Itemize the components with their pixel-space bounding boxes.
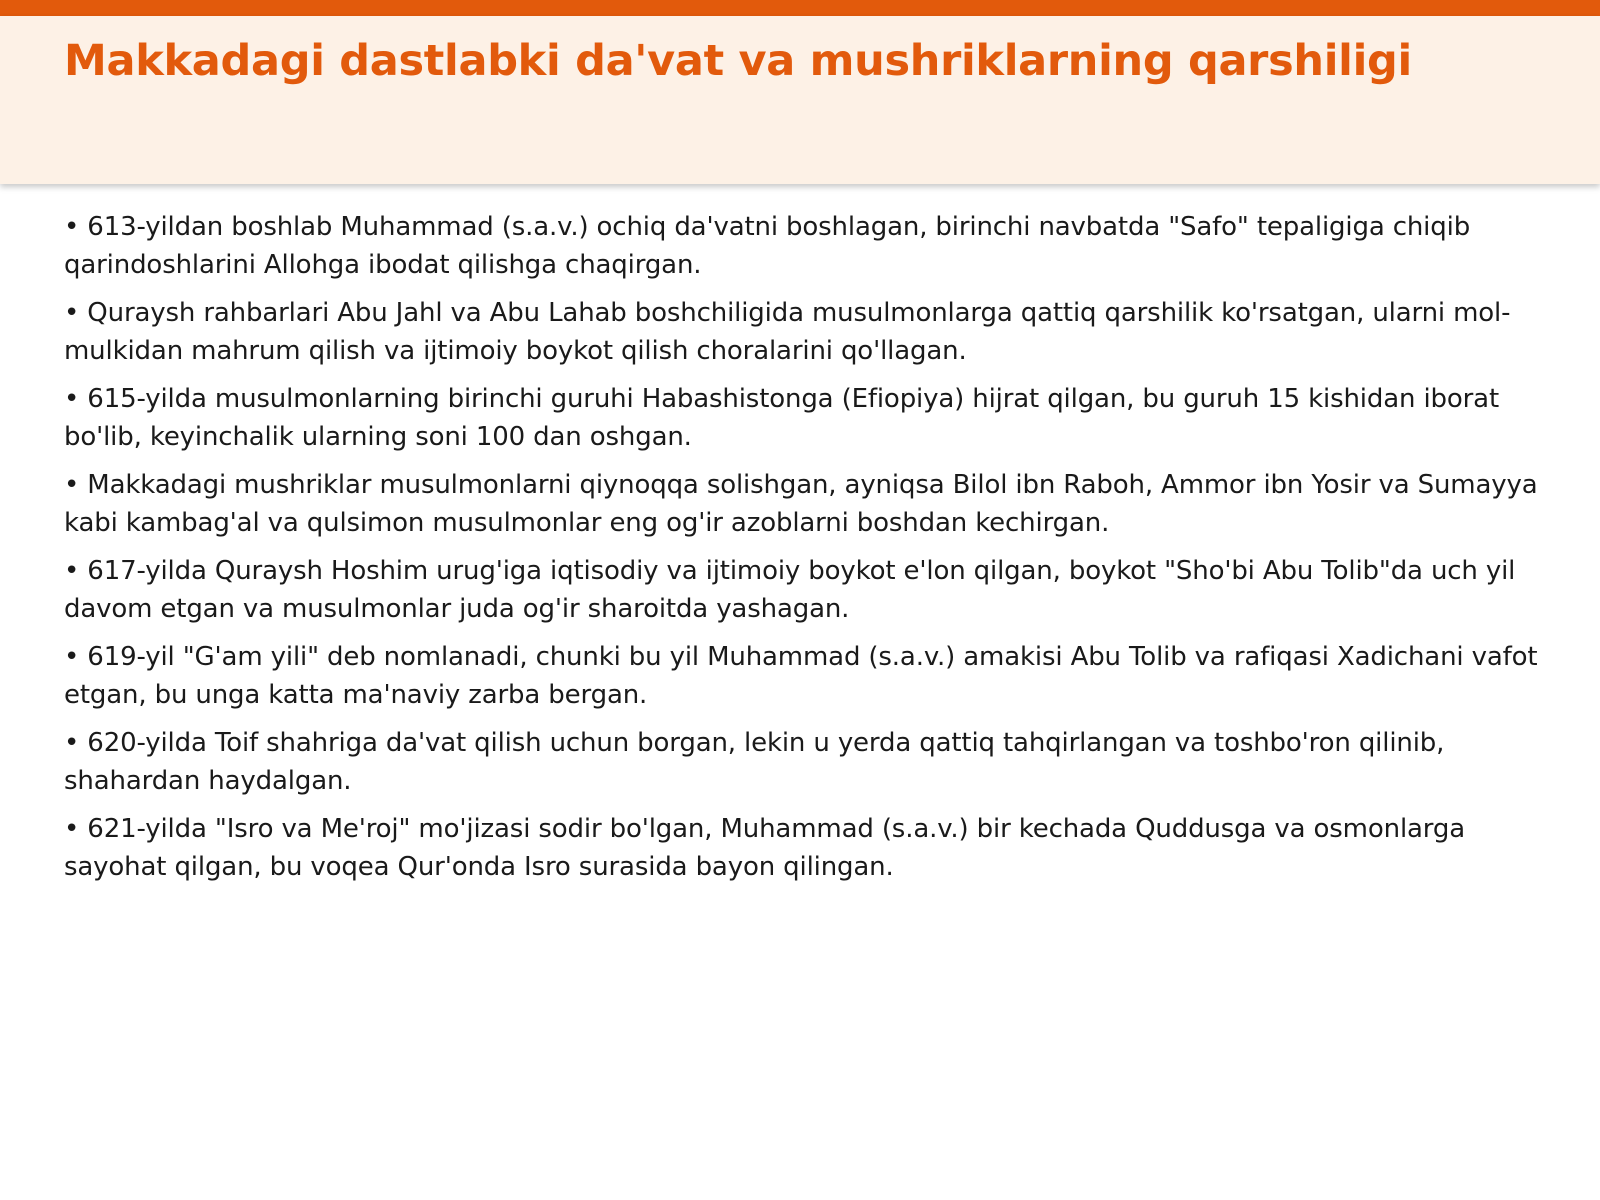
bullet-item: • 620-yilda Toif shahriga da'vat qilish uchun borgan, lekin u yerda qattiq tahqirlangan va toshbo'ron qilinib, shahardan haydalgan. [64, 728, 1445, 796]
bullet-item: • 619-yil "G'am yili" deb nomlanadi, chunki bu yil Muhammad (s.a.v.) amakisi Abu Tolib va rafiqasi Xadichani vafot etgan, bu unga katta ma'naviy zarba bergan. [64, 642, 1538, 710]
bullet-item: • Quraysh rahbarlari Abu Jahl va Abu Lahab boshchiligida musulmonlarga qattiq qarshilik ko'rsatgan, ularni mol-mulkidan mahrum qilish va ijtimoiy boykot qilish choralarini qo'llagan. [64, 298, 1511, 366]
bullet-item: • 621-yilda "Isro va Me'roj" mo'jizasi sodir bo'lgan, Muhammad (s.a.v.) bir kechada Quddusga va osmonlarga sayohat qilgan, bu voqea Qur'onda Isro surasida bayon qilingan. [64, 814, 1466, 882]
slide-header [0, 16, 1600, 184]
bullet-item: • Makkadagi mushriklar musulmonlarni qiynoqqa solishgan, ayniqsa Bilol ibn Raboh, Ammor ibn Yosir va Sumayya kabi kambag'al va qulsimon musulmonlar eng og'ir azoblarni boshdan kechirgan. [64, 470, 1538, 538]
accent-top-bar [0, 0, 1600, 16]
slide-title: Makkadagi dastlabki da'vat va mushriklarning qarshiligi [64, 36, 1412, 86]
bullet-item: • 617-yilda Quraysh Hoshim urug'iga iqtisodiy va ijtimoiy boykot e'lon qilgan, boykot "Sho'bi Abu Tolib"da uch yil davom etgan va musulmonlar juda og'ir sharoitda yashagan. [64, 556, 1516, 624]
bullet-list [64, 208, 1544, 896]
bullet-item: • 613-yildan boshlab Muhammad (s.a.v.) ochiq da'vatni boshlagan, birinchi navbatda "Safo" tepaligiga chiqib qarindoshlarini Allohga ibodat qilishga chaqirgan. [64, 212, 1471, 280]
bullet-item: • 615-yilda musulmonlarning birinchi guruhi Habashistonga (Efiopiya) hijrat qilgan, bu guruh 15 kishidan iborat bo'lib, keyinchalik ularning soni 100 dan oshgan. [64, 384, 1499, 452]
